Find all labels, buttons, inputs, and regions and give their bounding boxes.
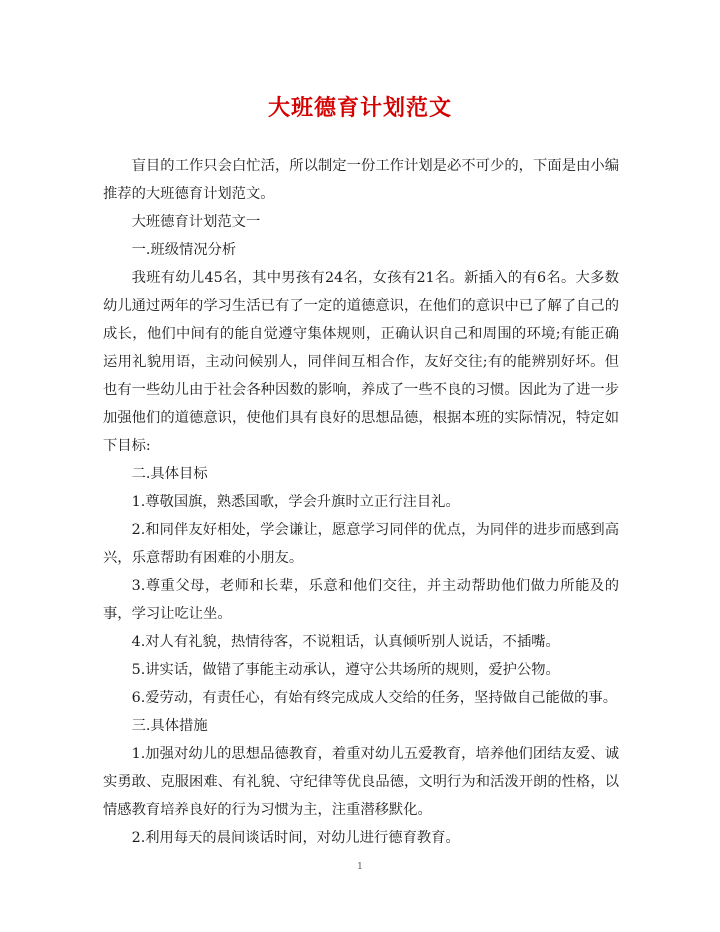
goal-item-6: 6.爱劳动，有责任心，有始有终完成成人交给的任务，坚持做自己能做的事。 [131,690,618,706]
measure-item-1: 1.加强对幼儿的思想品德教育，着重对幼儿五爱教育，培养他们团结友爱、诚实勇敢、克服困难、有礼貌、守纪律等优良品德，文明行为和活泼开朗的性格，以情感教育培养良好的行为习惯为主，注重潜移默化。 [103,746,619,818]
goal-item-4: 4.对人有礼貌，热情待客，不说粗话，认真倾听别人说话，不插嘴。 [131,634,560,650]
goal-item-2: 2.和同伴友好相处，学会谦让，愿意学习同伴的优点，为同伴的进步而感到高兴，乐意帮助有困难的小朋友。 [103,522,619,566]
section-heading-sample-one: 大班德育计划范文一 [131,214,261,230]
paragraph-class-analysis: 我班有幼儿45名，其中男孩有24名，女孩有21名。新插入的有6名。大多数幼儿通过两年的学习生活已有了一定的道德意识，在他们的意识中已了解了自己的成长，他们中间有的能自觉遵守集体规则，正确认识自己和周围的环境;有能正确运用礼貌用语，主动问候别人，同伴间互相合作，友好交往;有的能辨别好坏。但也有一些幼儿由于社会各种因数的影响，养成了一些不良的习惯。因此为了进一步加强他们的道德意识，使他们具有良好的思想品德，根据本班的实际情况，特定如下目标: [103,270,619,454]
document-title: 大班德育计划范文 [267,95,452,121]
measure-item-2: 2.利用每天的晨间谈话时间，对幼儿进行德育教育。 [131,830,460,846]
section-heading-class-analysis: 一.班级情况分析 [131,242,237,258]
section-heading-measures: 三.具体措施 [131,718,208,734]
document-body [103,152,619,852]
goal-item-3: 3.尊重父母，老师和长辈，乐意和他们交往，并主动帮助他们做力所能及的事，学习让吃让坐。 [103,578,619,622]
section-heading-specific-goals: 二.具体目标 [131,466,208,482]
goal-item-1: 1.尊敬国旗，熟悉国歌，学会升旗时立正行注目礼。 [131,494,460,510]
paragraph-intro: 盲目的工作只会白忙活，所以制定一份工作计划是必不可少的，下面是由小编推荐的大班德育计划范文。 [103,158,619,202]
goal-item-5: 5.讲实话，做错了事能主动承认，遵守公共场所的规则，爱护公物。 [131,662,560,678]
page-number: 1 [357,862,363,872]
